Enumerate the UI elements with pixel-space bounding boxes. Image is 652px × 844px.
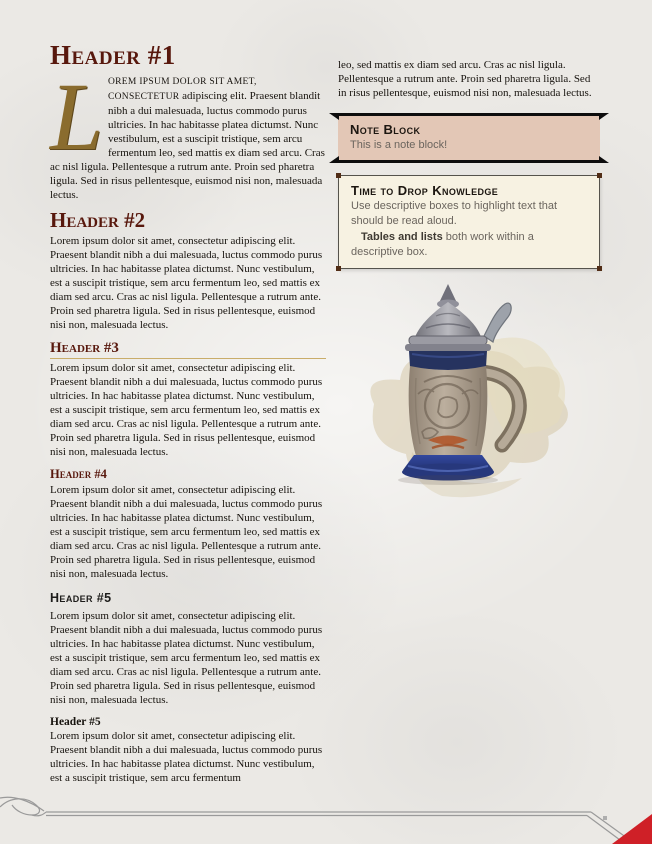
- note-block: [338, 113, 600, 163]
- header-4: Header #4: [50, 467, 107, 481]
- paragraph: Lorem ipsum dolor sit amet, consectetur adipiscing elit. Praesent blandit nibh a dui malesuada, luctus commodo purus ultricies. In hac habitasse platea dictumst. Nunc vestibulum, est a suscipit tristique, sem arcu fermentum leo, sed mattis ex diam sed arcu. Cras ac nisl ligula. Pellentesque a rutrum ante. Proin sed pharetra ligula. Sed in risus pellentesque, euismod nisi non, malesuada lectus.: [50, 484, 323, 580]
- paragraph: Lorem ipsum dolor sit amet, consectetur adipiscing elit. Praesent blandit nibh a dui malesuada, luctus commodo purus ultricies. In hac habitasse platea dictumst. Nunc vestibulum, est a suscipit tristique, sem arcu fermentum leo, sed mattis ex diam sed arcu. Cras ac nisl ligula. Pellentesque a rutrum ante. Proin sed pharetra ligula. Sed in risus pellentesque, euismod nisi non, malesuada lectus.: [50, 610, 323, 706]
- drop-cap-letter: L: [50, 63, 104, 170]
- corner-dot-decoration: [597, 173, 602, 178]
- small-caps-lead: OREM IPSUM DOLOR SIT AMET, CONSECTETUR: [108, 77, 257, 102]
- note-wing-decoration: [329, 113, 339, 120]
- corner-dot-decoration: [597, 266, 602, 271]
- paragraph: Lorem ipsum dolor sit amet, consectetur adipiscing elit. Praesent blandit nibh a dui malesuada, luctus commodo purus ultricies. In hac habitasse platea dictumst. Nunc vestibulum, est a suscipit tristique, sem arcu fermentum: [50, 730, 323, 784]
- descriptive-box-lead: Use descriptive boxes to highlight text that should be read aloud.: [351, 200, 558, 227]
- paragraph: Lorem ipsum dolor sit amet, consectetur adipiscing elit. Praesent blandit nibh a dui malesuada, luctus commodo purus ultricies. In hac habitasse platea dictumst. Nunc vestibulum, est a suscipit tristique, sem arcu fermentum leo, sed mattis ex diam sed arcu. Cras ac nisl ligula. Pellentesque a rutrum ante. Proin sed pharetra ligula. Sed in risus pellentesque, euismod nisi non, malesuada lectus.: [50, 235, 323, 331]
- header-2: Header #2: [50, 208, 146, 232]
- descriptive-box-title: Time to Drop Knowledge: [351, 183, 499, 198]
- footer-red-triangle: [612, 814, 652, 844]
- paragraph: Lorem ipsum dolor sit amet, consectetur adipiscing elit. Praesent blandit nibh a dui malesuada, luctus commodo purus ultricies. In hac habitasse platea dictumst. Nunc vestibulum, est a suscipit tristique, sem arcu fermentum leo, sed mattis ex diam sed arcu. Cras ac nisl ligula. Pellentesque a rutrum ante. Proin sed pharetra ligula. Sed in risus pellentesque, euismod nisi non, malesuada lectus.: [50, 362, 323, 458]
- descriptive-box-line: [351, 230, 587, 260]
- descriptive-box: [338, 175, 600, 269]
- bold-phrase: Tables and lists: [361, 231, 443, 243]
- continued-paragraph: leo, sed mattis ex diam sed arcu. Cras ac nisl ligula. Pellentesque a rutrum ante. Proin sed pharetra ligula. Sed in risus pellentesque, euismod nisi non, malesuada lectus.: [338, 59, 592, 99]
- page-title: Header #1: [50, 40, 176, 70]
- note-wing-decoration: [599, 156, 609, 163]
- note-block-body: This is a note block!: [350, 139, 448, 151]
- beer-stein-svg: [352, 282, 582, 507]
- header-5: Header #5: [50, 591, 112, 605]
- line-rest: both work within a descriptive box.: [351, 231, 534, 258]
- beer-stein-illustration: [352, 282, 582, 507]
- note-wing-decoration: [599, 113, 609, 120]
- intro-paragraph: [50, 63, 326, 202]
- corner-dot-decoration: [336, 266, 341, 271]
- paragraph-text: adipiscing elit. Praesent blandit nibh a dui malesuada, luctus commodo purus ultricies. In hac habitasse platea dictumst. Nunc vestibulum, est a suscipit tristique, sem arcu fermentum leo, sed mattis ex diam sed arcu. Cras ac nisl ligula. Pellentesque a rutrum ante. Proin sed pharetra ligula. Sed in risus pellentesque, euismod nisi non, malesuada lectus.: [50, 90, 325, 201]
- note-block-title: Note Block: [350, 122, 421, 137]
- corner-dot-decoration: [336, 173, 341, 178]
- header-6: Header #5: [50, 716, 101, 728]
- header-3: Header #3: [50, 339, 326, 359]
- footer-decoration: [0, 790, 652, 844]
- note-wing-decoration: [329, 156, 339, 163]
- right-column: [338, 58, 600, 269]
- left-column: [50, 40, 326, 785]
- footer-dot: [603, 816, 607, 820]
